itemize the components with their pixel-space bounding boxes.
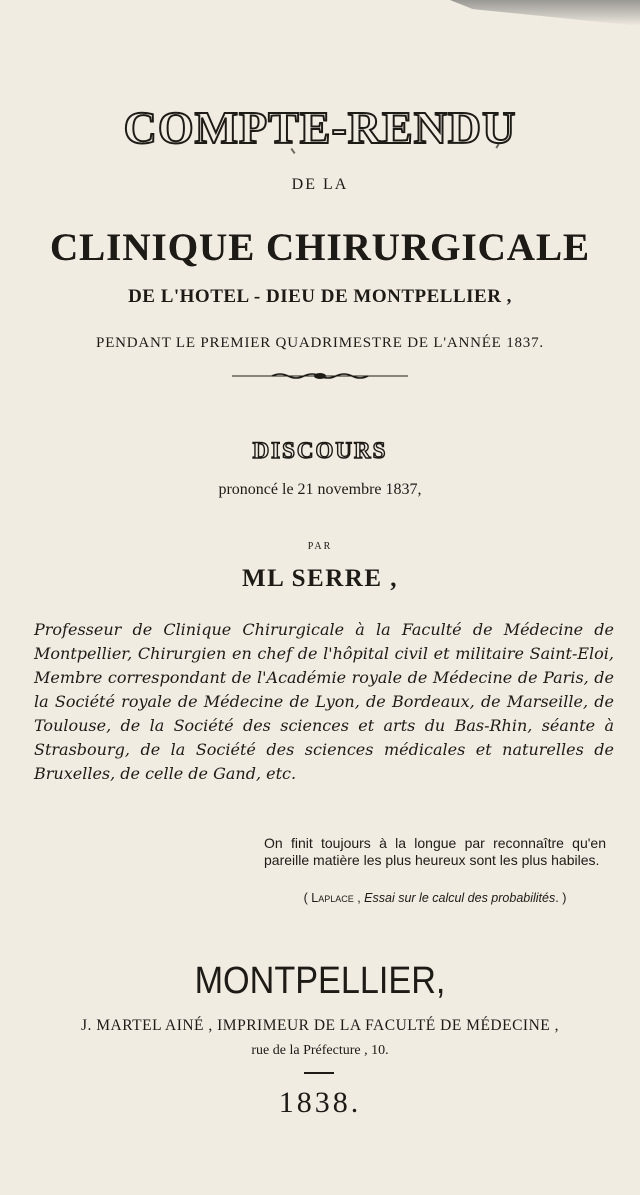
citation-author: Laplace — [311, 891, 354, 905]
short-rule — [304, 1072, 334, 1074]
author-titles: Professeur de Clinique Chirurgicale à la Faculté de Médecine de Montpellier, Chirurgien en chef de l'hôpital civil et militaire Saint-Eloi, Membre correspondant de l'Académie royale de Médecine de Paris, de la Société royale de Médecine de Lyon, de Bordeaux, de Marseille, de Toulouse, de la Société des sciences et arts du Bas-Rhin, séante à Strasbourg, de la Société des sciences médicales et naturelles de Bruxelles, de celle de Gand, etc. — [34, 620, 614, 783]
speech-date: prononcé le 21 novembre 1837, — [218, 481, 422, 498]
printer-line: J. MARTEL AINÉ , IMPRIMEUR DE LA FACULTÉ DE MÉDECINE , — [80, 1017, 559, 1034]
citation-separator: , — [353, 891, 365, 905]
author-name: ML SERRE , — [241, 565, 398, 592]
publication-year: 1838. — [278, 1086, 362, 1119]
citation-work: Essai sur le calcul des probabilités — [364, 891, 556, 905]
printer-address: rue de la Préfecture , 10. — [251, 1043, 389, 1058]
hotel-dieu-line: DE L'HOTEL - DIEU DE MONTPELLIER , — [128, 286, 512, 307]
page-corner-stain — [450, 0, 640, 26]
discours-heading: DISCOURS — [252, 438, 388, 463]
citation-close: . ) — [555, 891, 567, 905]
epigraph-quote: On finit toujours à la longue par reconnaître qu'en pareille matière les plus heureux sont les plus habiles. — [264, 835, 606, 868]
epigraph-citation — [264, 891, 606, 905]
clinique-title: CLINIQUE CHIRURGICALE — [50, 226, 590, 269]
ornamental-rule — [232, 372, 408, 380]
par-label: PAR — [307, 541, 333, 552]
period-line: PENDANT LE PREMIER QUADRIMESTRE DE L'ANNÉE 1837. — [96, 335, 544, 351]
citation-open: ( — [303, 891, 312, 905]
main-title: COMPTE-RENDU — [123, 102, 517, 153]
subtitle-de-la: DE LA — [291, 176, 349, 193]
publication-city: MONTPELLIER, — [194, 960, 446, 1002]
